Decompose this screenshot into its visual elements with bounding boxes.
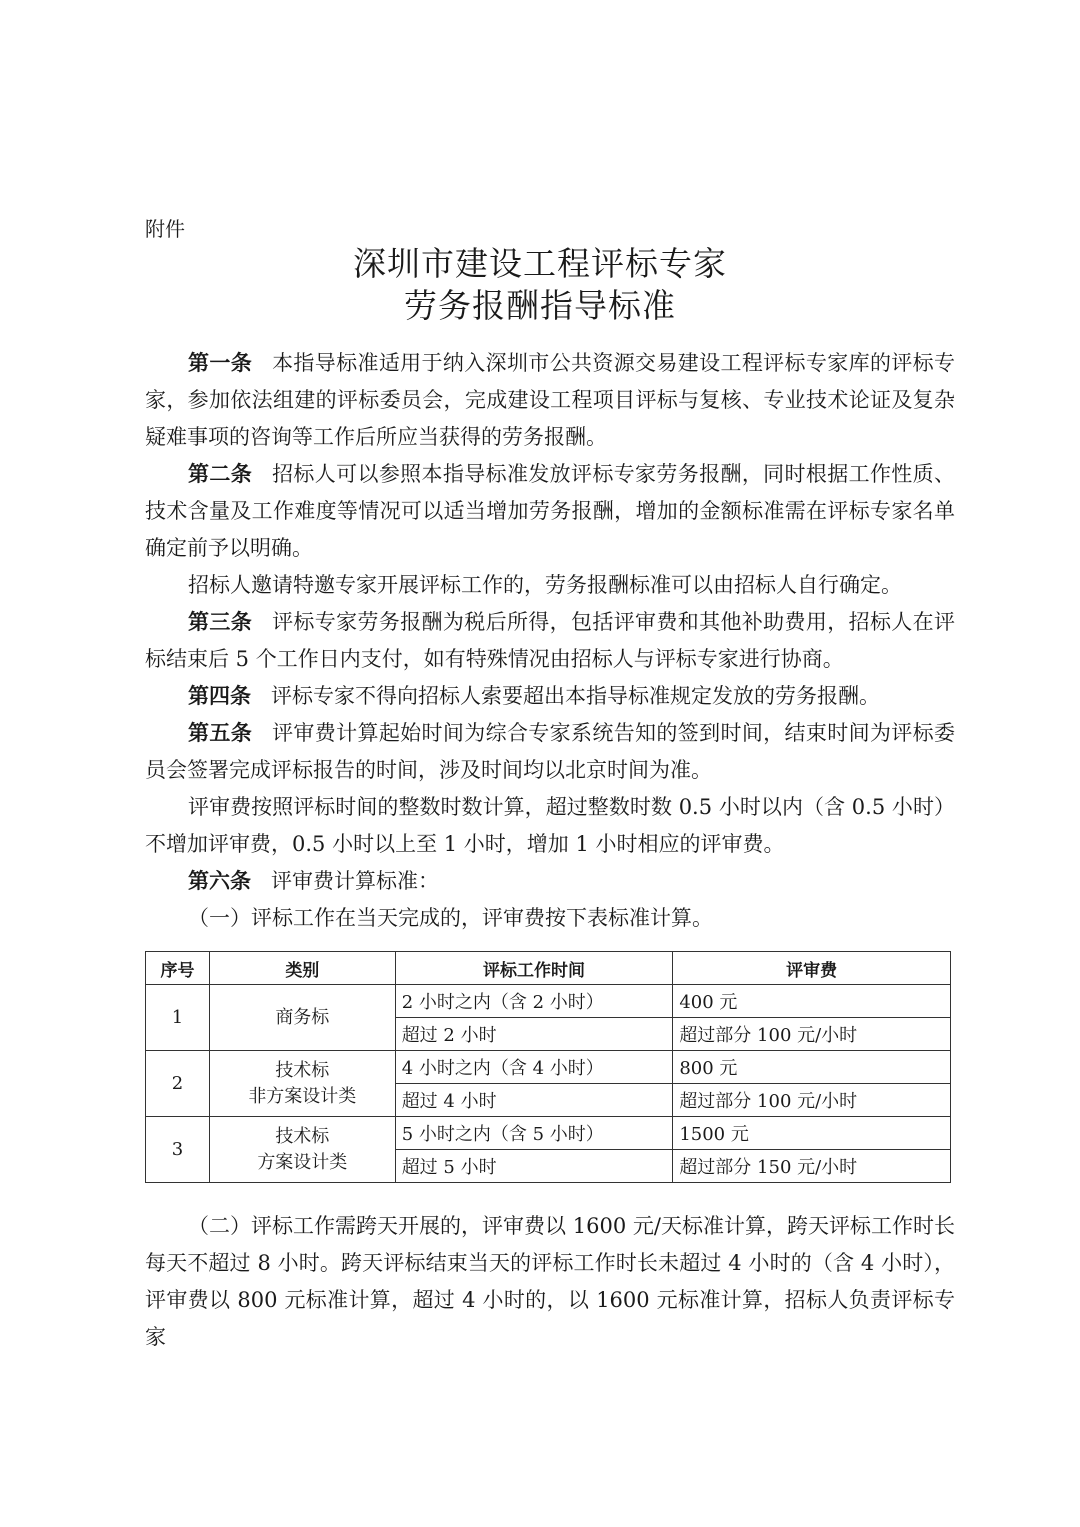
cell-fee: 800 元	[673, 1051, 951, 1084]
paragraph-article-5	[145, 715, 955, 789]
cell-fee: 超过部分 150 元/小时	[673, 1150, 951, 1183]
article-label: 第三条	[188, 610, 253, 634]
paragraph-same-day	[145, 900, 955, 937]
fee-table	[145, 951, 951, 1183]
table-row	[146, 985, 951, 1018]
paragraph-text: 评标专家劳务报酬为税后所得，包括评审费和其他补助费用，招标人在评标结束后 5 个工作日内支付，如有特殊情况由招标人与评标专家进行协商。	[145, 610, 956, 671]
cell-time: 超过 2 小时	[395, 1018, 673, 1051]
document-body	[145, 345, 955, 937]
header-fee: 评审费	[673, 952, 951, 985]
paragraph-article-6	[145, 863, 955, 900]
cell-no: 3	[146, 1117, 210, 1183]
cell-fee: 超过部分 100 元/小时	[673, 1084, 951, 1117]
paragraph-article-1	[145, 345, 955, 456]
category-subline: 方案设计类	[257, 1151, 348, 1173]
category-line: 技术标	[275, 1125, 330, 1147]
cell-time: 超过 4 小时	[395, 1084, 673, 1117]
document-title-line2: 劳务报酬指导标准	[404, 286, 676, 325]
paragraph-article-2	[145, 456, 955, 567]
article-label: 第六条	[188, 869, 251, 893]
cell-fee: 400 元	[673, 985, 951, 1018]
paragraph-fee-rounding	[145, 789, 955, 863]
paragraph-article-4	[145, 678, 955, 715]
paragraph-text: 本指导标准适用于纳入深圳市公共资源交易建设工程评标专家库的评标专家，参加依法组建的评标委员会，完成建设工程项目评标与复核、专业技术论证及复杂疑难事项的咨询等工作后所应当获得的劳务报酬。	[145, 351, 956, 449]
paragraph-text: 招标人可以参照本指导标准发放评标专家劳务报酬，同时根据工作性质、技术含量及工作难度等情况可以适当增加劳务报酬，增加的金额标准需在评标专家名单确定前予以明确。	[145, 462, 956, 560]
cell-no: 2	[146, 1051, 210, 1117]
table-row	[146, 1117, 951, 1150]
article-label: 第一条	[188, 351, 253, 375]
table-header-row	[146, 952, 951, 985]
header-category: 类别	[209, 952, 395, 985]
paragraph-text: 招标人邀请特邀专家开展评标工作的，劳务报酬标准可以由招标人自行确定。	[188, 573, 902, 597]
category-line: 技术标	[275, 1059, 330, 1081]
header-no: 序号	[146, 952, 210, 985]
article-label: 第四条	[188, 684, 251, 708]
paragraph-multi-day: （二）评标工作需跨天开展的，评审费以 1600 元/天标准计算，跨天评标工作时长每天不超过 8 小时。跨天评标结束当天的评标工作时长未超过 4 小时的（含 4 小时），评审费以 800 元标准计算，超过 4 小时的，以 1600 元标准计算，招标人负责评标专家	[145, 1214, 955, 1349]
article-label: 第五条	[188, 721, 253, 745]
paragraph-special-experts	[145, 567, 955, 604]
cell-category	[209, 1051, 395, 1117]
paragraph-text: 评审费计算起始时间为综合专家系统告知的签到时间，结束时间为评标委员会签署完成评标报告的时间，涉及时间均以北京时间为准。	[145, 721, 956, 782]
cell-fee: 超过部分 100 元/小时	[673, 1018, 951, 1051]
cell-category	[209, 1117, 395, 1183]
category-line: 商务标	[275, 1006, 330, 1028]
attachment-label: 附件	[145, 217, 185, 241]
paragraph-article-3	[145, 604, 955, 678]
cell-time: 4 小时之内（含 4 小时）	[395, 1051, 673, 1084]
cell-no: 1	[146, 985, 210, 1051]
header-time: 评标工作时间	[395, 952, 673, 985]
paragraph-text: 评审费计算标准：	[271, 869, 439, 893]
cell-time: 5 小时之内（含 5 小时）	[395, 1117, 673, 1150]
cell-fee: 1500 元	[673, 1117, 951, 1150]
cell-category	[209, 985, 395, 1051]
document-body-continued	[145, 1208, 955, 1356]
document-title-line1: 深圳市建设工程评标专家	[353, 244, 727, 283]
table-row	[146, 1051, 951, 1084]
category-subline: 非方案设计类	[248, 1085, 357, 1107]
cell-time: 超过 5 小时	[395, 1150, 673, 1183]
article-label: 第二条	[188, 462, 253, 486]
paragraph-text: 评标专家不得向招标人索要超出本指导标准规定发放的劳务报酬。	[271, 684, 880, 708]
paragraph-text: （一）评标工作在当天完成的，评审费按下表标准计算。	[188, 906, 713, 930]
paragraph-text: 评审费按照评标时间的整数时数计算，超过整数时数 0.5 小时以内（含 0.5 小时）不增加评审费，0.5 小时以上至 1 小时，增加 1 小时相应的评审费。	[145, 795, 955, 856]
cell-time: 2 小时之内（含 2 小时）	[395, 985, 673, 1018]
